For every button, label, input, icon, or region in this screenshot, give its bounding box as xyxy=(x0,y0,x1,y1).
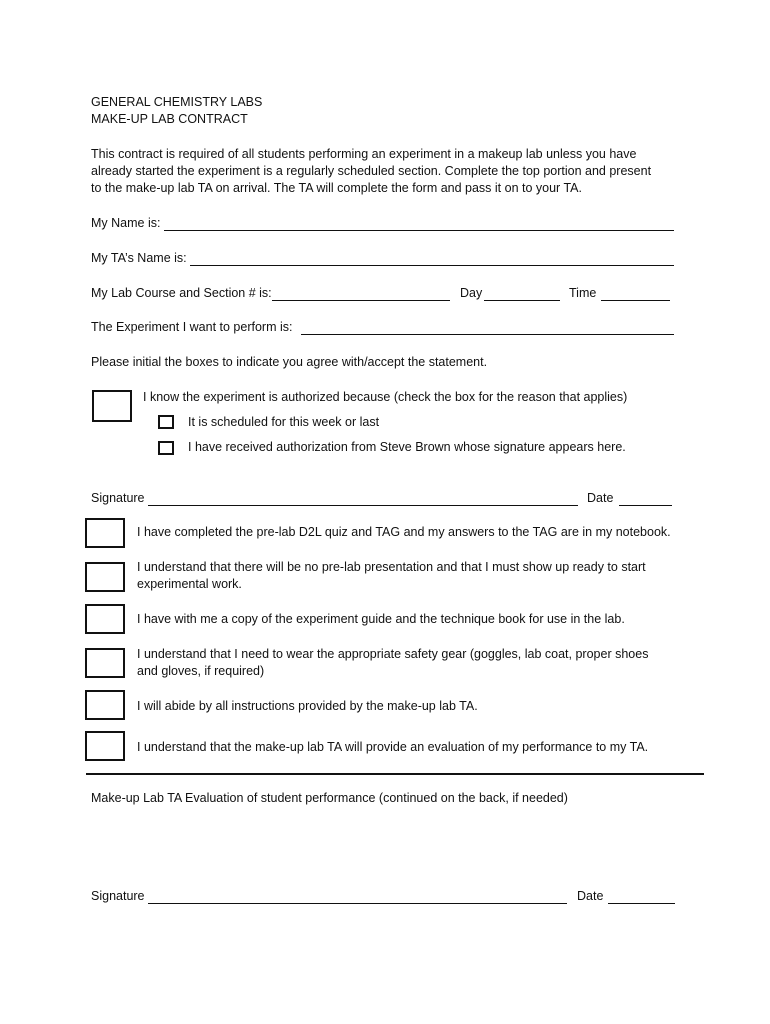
no-presentation-statement-line-1: I understand that there will be no pre-lab presentation and that I must show up ready to start xyxy=(137,560,646,574)
abide-instructions-initial-box[interactable] xyxy=(85,690,125,720)
ta-name-label: My TA’s Name is: xyxy=(91,251,187,265)
authorized-checkbox[interactable] xyxy=(158,441,174,455)
signature-label: Signature xyxy=(91,491,145,505)
ta-signature-date-field-line[interactable] xyxy=(608,903,675,904)
intro-line-2: already started the experiment is a regularly scheduled section. Complete the top portion and present xyxy=(91,164,652,178)
no-presentation-statement-line-2: experimental work. xyxy=(137,577,242,591)
section-divider xyxy=(86,773,704,775)
prelab-quiz-statement: I have completed the pre-lab D2L quiz and TAG and my answers to the TAG are in my notebook. xyxy=(137,525,671,539)
form-header-line1: GENERAL CHEMISTRY LABS xyxy=(91,95,263,109)
name-label: My Name is: xyxy=(91,216,161,230)
abide-instructions-statement: I will abide by all instructions provided by the make-up lab TA. xyxy=(137,699,478,713)
authorization-statement: I know the experiment is authorized because (check the box for the reason that applies) xyxy=(143,390,628,404)
prelab-quiz-initial-box[interactable] xyxy=(85,518,125,548)
signature-date-label: Date xyxy=(587,491,614,505)
scheduled-checkbox[interactable] xyxy=(158,415,174,429)
ta-evaluation-area[interactable] xyxy=(91,812,671,878)
intro-line-3: to the make-up lab TA on arrival. The TA will complete the form and pass it on to your TA. xyxy=(91,181,582,195)
time-field-line[interactable] xyxy=(601,300,670,301)
evaluation-notice-initial-box[interactable] xyxy=(85,731,125,761)
experiment-guide-initial-box[interactable] xyxy=(85,604,125,634)
ta-signature-label: Signature xyxy=(91,889,145,903)
experiment-label: The Experiment I want to perform is: xyxy=(91,320,293,334)
signature-field-line[interactable] xyxy=(148,505,578,506)
ta-signature-field-line[interactable] xyxy=(148,903,567,904)
experiment-field-line[interactable] xyxy=(301,334,674,335)
ta-name-field-line[interactable] xyxy=(190,265,674,266)
signature-date-field-line[interactable] xyxy=(619,505,672,506)
ta-evaluation-label: Make-up Lab TA Evaluation of student performance (continued on the back, if needed) xyxy=(91,791,568,805)
initial-instruction: Please initial the boxes to indicate you agree with/accept the statement. xyxy=(91,355,488,369)
experiment-guide-statement: I have with me a copy of the experiment guide and the technique book for use in the lab. xyxy=(137,612,625,626)
time-label: Time xyxy=(569,286,597,300)
intro-line-1: This contract is required of all students performing an experiment in a makeup lab unless you have xyxy=(91,147,637,161)
no-presentation-initial-box[interactable] xyxy=(85,562,125,592)
day-field-line[interactable] xyxy=(484,300,560,301)
safety-gear-statement-line-1: I understand that I need to wear the appropriate safety gear (goggles, lab coat, proper shoes xyxy=(137,647,649,661)
name-field-line[interactable] xyxy=(164,230,674,231)
ta-signature-date-label: Date xyxy=(577,889,604,903)
form-title: MAKE-UP LAB CONTRACT xyxy=(91,112,248,126)
evaluation-notice-statement: I understand that the make-up lab TA will provide an evaluation of my performance to my TA. xyxy=(137,740,649,754)
safety-gear-statement-line-2: and gloves, if required) xyxy=(137,664,265,678)
scheduled-option-label: It is scheduled for this week or last xyxy=(188,415,380,429)
course-section-field-line[interactable] xyxy=(272,300,450,301)
safety-gear-initial-box[interactable] xyxy=(85,648,125,678)
authorization-initial-box[interactable] xyxy=(92,390,132,422)
day-label: Day xyxy=(460,286,483,300)
course-section-label: My Lab Course and Section # is: xyxy=(91,286,272,300)
authorized-option-label: I have received authorization from Steve Brown whose signature appears here. xyxy=(188,440,626,454)
